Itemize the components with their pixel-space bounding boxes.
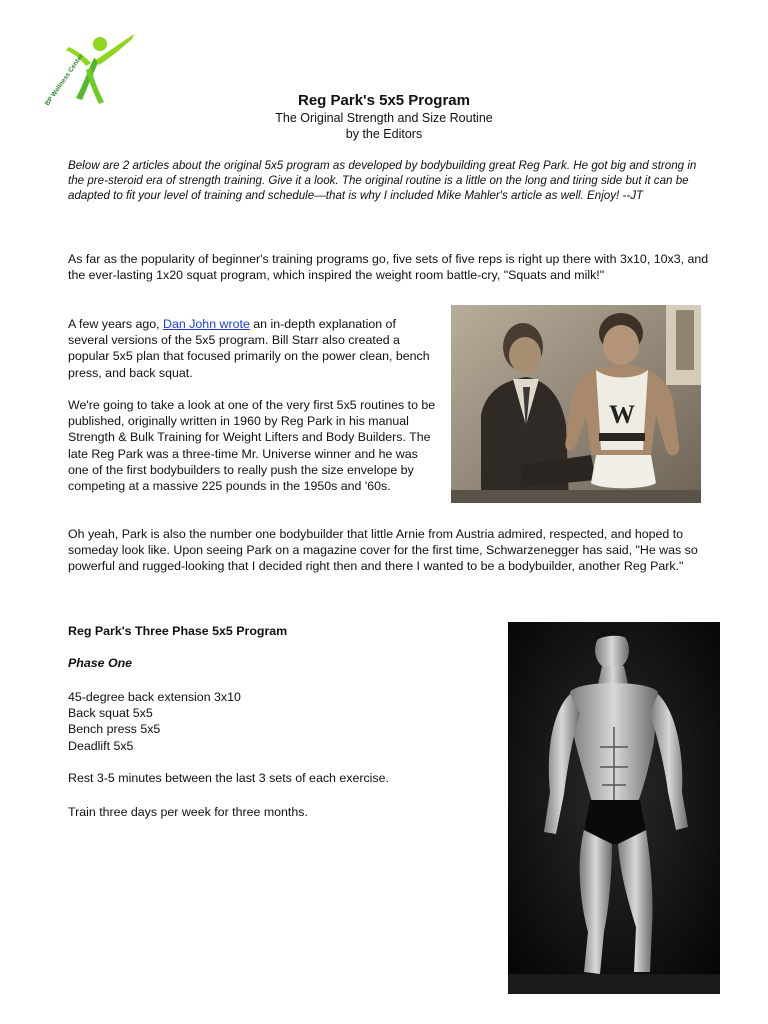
rest-note: Rest 3-5 minutes between the last 3 sets of each exercise. — [68, 771, 389, 785]
intro-note: Below are 2 articles about the original 5x5 program as developed by bodybuilding great Reg Park. He got big and strong in the pre-steroid era of strength training. Give it a look. The original routine is a little on the long and tiring side but it can be adapted to fit your level of training and schedule—that is why I included Mike Mahler's article as well. Enjoy! --JT — [68, 159, 697, 202]
train-note: Train three days per week for three months. — [68, 805, 308, 819]
dan-john-wrote-link[interactable]: Dan John wrote — [163, 317, 250, 331]
paragraph-2-rest: an in-depth explanation of several versions of the 5x5 program. Bill Starr also created a popular 5x5 plan that focused primarily on the power clean, bench press, and back squat. — [68, 317, 430, 380]
document-subtitle: The Original Strength and Size Routine — [275, 111, 493, 125]
list-item: Back squat 5x5 — [68, 706, 153, 721]
document-title: Reg Park's 5x5 Program — [298, 92, 470, 109]
list-item: Deadlift 5x5 — [68, 738, 134, 753]
phase-one-heading: Phase One — [68, 656, 133, 670]
list-item: 45-degree back extension 3x10 — [68, 690, 241, 704]
photo-reg-park-and-arnold — [451, 305, 701, 503]
paragraph-arnie: Oh yeah, Park is also the number one bodybuilder that little Arnie from Austria admired, respected, and hoped to someday look like. Upon seeing Park on a magazine cover for the first time, Schwarzenegger has said, "He was so powerful and rugged-looking that I decided right then and there I wanted to be a bodybuilder, another Reg Park." — [68, 527, 698, 574]
paragraph-popularity: As far as the popularity of beginner's training programs go, five sets of five reps is right up there with 3x10, 10x3, and the ever-lasting 1x20 squat program, which inspired the weight room battle-cry, "Squats and milk!" — [68, 252, 709, 283]
exercise-list — [68, 689, 241, 754]
document-byline: by the Editors — [345, 127, 423, 141]
title-block — [0, 92, 768, 142]
program-heading: Reg Park's Three Phase 5x5 Program — [68, 624, 288, 638]
shirt-letter: W — [609, 400, 635, 429]
list-item: Bench press 5x5 — [68, 722, 161, 737]
photo-reg-park-posing — [508, 622, 720, 994]
paragraph-2-lead: A few years ago, — [68, 317, 164, 331]
paragraph-dan-john — [68, 316, 438, 381]
paragraph-reg-park-history: We're going to take a look at one of the very first 5x5 routines to be published, originally written in 1960 by Reg Park in his manual Strength & Bulk Training for Weight Lifters and Body Builders. The late Reg Park was a three-time Mr. Universe winner and he was one of the first bodybuilders to really push the size envelope by competing at a massive 225 pounds in the 1950s and '60s. — [68, 398, 436, 494]
logo-text: BP Wellness Center — [43, 53, 85, 108]
